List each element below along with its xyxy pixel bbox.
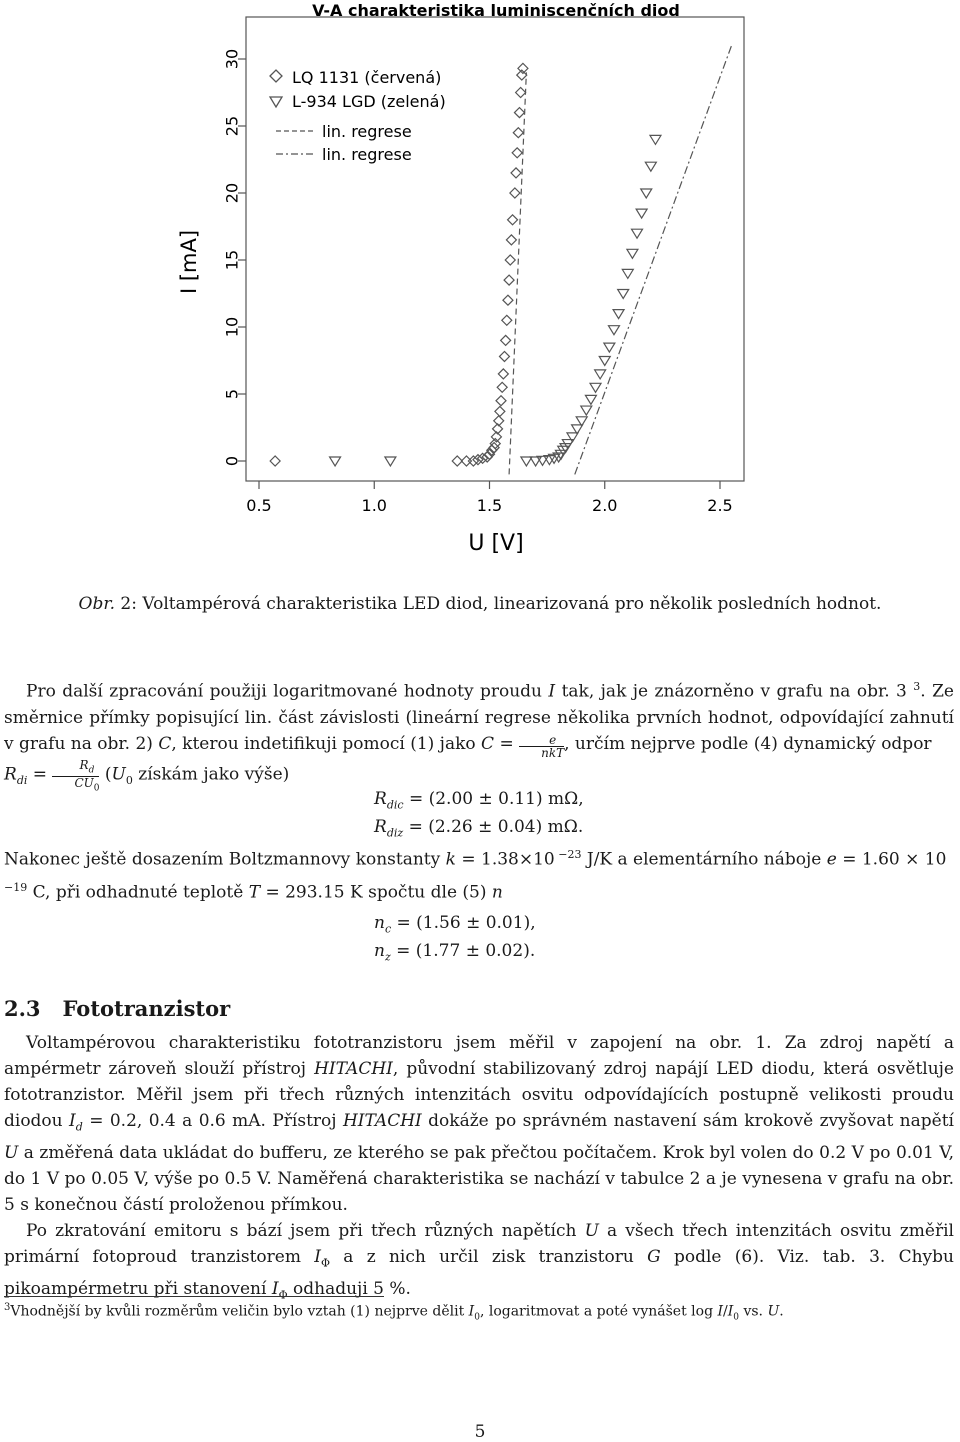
text: Pro další zpracování použiji logaritmované hodnoty proudu [26,681,549,702]
y-tick-label: 20 [222,182,242,204]
variable: R [374,789,387,809]
diamond-point [504,275,514,285]
paragraph-boltzmann [4,842,954,905]
subscript: diz [386,826,404,840]
variable: G [647,1247,661,1267]
variable: n [374,913,385,933]
subscript: 0 [733,1312,739,1323]
text: , logaritmovat a poté vynášet log [479,1303,718,1320]
variable: n [491,882,503,903]
text: a všech třech intenzitách osvitu změřil primární fotoproud tranzistorem [4,1221,954,1267]
text: a změřená data ukládat do bufferu, ze kterého se pak přečtou počítačem. Krok byl volen do 0.2 V po 0.01 V, do 1 V po 0.05 V, výše po 0.5 V. Naměřená charakteristika se nachází v tabulce 2 a je vynesena v grafu na obr. 5 s konečnou částí proloženou přímkou. [4,1143,954,1216]
diamond-point [503,295,513,305]
equation-line [374,788,584,816]
text: = (1.56 ± 0.01), [391,913,536,933]
text: / [723,1303,728,1320]
paragraph-log-regression [4,674,954,794]
text: dokáže po správném nastavení sám krokově zvyšovat napětí [421,1111,954,1131]
legend-diamond-marker [270,70,282,82]
diamond-point [502,315,512,325]
diamond-point [496,396,506,406]
subscript: dic [386,798,404,812]
vi-characteristic-chart [0,0,960,570]
y-tick-label: 25 [222,115,242,137]
text: = [27,764,53,785]
variable: I [717,1303,724,1320]
exponent: −23 [554,848,582,861]
device-name: HITACHI [314,1059,393,1079]
variable: I [727,1303,734,1320]
triangle-point [613,310,624,319]
figure-caption [0,594,960,614]
fraction-e-nkt [519,734,564,759]
triangle-point [599,357,610,366]
text: Nakonec ještě dosazením Boltzmannovy konstanty [4,849,446,870]
x-tick-label: 0.5 [246,496,272,515]
footnote [4,1302,784,1322]
text: ( [99,764,112,785]
triangle-point [385,457,396,466]
variable: R [374,817,387,838]
text: , původní stabilizovaný zdroj napájí LED diodu, která osvětluje fototranzistor. Měřil jsem při třech různých intenzitách osvitu odpovídajících postupně velikosti proudu diodou [4,1059,954,1131]
variable: T [248,882,261,903]
diamond-point [501,335,511,345]
triangle-point [622,269,633,278]
section-number: 2.3 [4,996,41,1021]
triangle-point [581,406,592,415]
triangle-point [632,229,643,238]
diamond-point [495,406,505,416]
variable: I [314,1247,321,1267]
text: , kterou indetifikuji pomocí (1) jako [171,733,482,754]
text: a z nich určil zisk tranzistoru [330,1247,648,1267]
diamond-point [506,235,516,245]
diamond-point [498,369,508,379]
subscript: d [88,765,95,776]
text: podle (6). Viz. tab. 3. Chybu pikoampérmetru při stanovení [4,1247,954,1300]
diamond-point [473,455,483,465]
triangle-point [636,209,647,218]
triangle-point [608,326,619,335]
variable: R [4,764,17,785]
text: získám jako výše) [132,764,290,785]
text: = 1.60 × 10 [836,849,947,870]
text: = (2.00 ± 0.11) mΩ, [403,789,584,809]
triangle-point [627,249,638,258]
y-tick-label: 15 [222,249,242,271]
diamond-point [270,456,280,466]
diamond-point [513,128,523,138]
footnote-ref: 3 [913,680,921,693]
diamond-point [508,215,518,225]
legend-label: LQ 1131 (červená) [292,68,442,87]
variable: C [481,733,495,754]
diamond-point [510,188,520,198]
triangle-point [618,290,629,299]
x-tick-label: 1.5 [476,496,503,515]
variable: U [584,1221,599,1241]
diamond-point [497,382,507,392]
y-axis [223,49,247,466]
variable: e [826,849,837,870]
footnote-rule [4,1296,384,1297]
text: = 293.15 K spočtu dle (5) [260,882,492,903]
diamond-point [499,351,509,361]
subscript: 0 [474,1312,480,1323]
text: = [494,733,520,754]
triangle-point [650,135,661,144]
variable: U [4,1143,19,1164]
legend [270,68,446,164]
triangle-point [585,395,596,404]
text: , určím nejprve podle (4) dynamický odpor [564,733,932,754]
device-name: HITACHI [342,1111,422,1131]
variable: k [445,849,456,870]
text: = 1.38×10 [455,849,555,870]
text: Voltampérovou charakteristiku fototranzistoru jsem měřil v zapojení na obr. 1. Za zdroj napětí a ampérmetr zároveň slouží přístroj [4,1033,954,1079]
caption-label: Obr. [78,594,116,614]
text: C, při odhadnuté teplotě [27,882,249,903]
equation-line [374,912,536,940]
y-tick-label: 10 [222,316,242,338]
text: = (1.77 ± 0.02). [390,941,536,962]
subscript: di [16,773,28,787]
page-number: 5 [474,1422,486,1442]
subscript: z [384,950,391,964]
text: Vhodnější by kvůli rozměrům veličin bylo vztah (1) nejprve dělit [10,1303,469,1320]
footnote-mark: 3 [4,1302,11,1313]
text: Po zkratování emitoru s bází jsem při třech různých napětích [26,1221,585,1241]
variable: I [271,1279,279,1300]
subscript: Φ [320,1256,331,1270]
triangle-point [595,370,606,379]
x-tick-label: 1.0 [361,496,387,515]
triangle-point [590,383,601,392]
triangle-point [645,162,656,171]
subscript: 0 [125,773,133,787]
subscript: d [75,1120,83,1134]
triangle-point [330,457,341,466]
diamond-point [478,453,488,463]
text: . [779,1303,784,1320]
diamond-point [505,255,515,265]
y-tick-label: 30 [222,48,242,70]
diamond-point [516,88,526,98]
numerator: e [549,732,557,747]
chart-title: V-A charakteristika luminiscenčních diod [312,1,680,20]
variable: I [69,1111,76,1131]
y-tick-label: 0 [222,455,242,467]
fraction-rd-cu0 [52,759,99,795]
text: J/K a elementárního náboje [581,849,827,870]
diamond-point [468,456,478,466]
diamond-point [511,168,521,178]
legend-label: lin. regrese [322,122,412,141]
text: tak, jak je znázorněno v grafu na obr. 3 [555,681,914,702]
legend-label: lin. regrese [322,145,412,164]
numerator: R [79,757,89,772]
equation-line [374,816,584,844]
variable: I [468,1303,475,1320]
equation-line [374,940,536,968]
subscript: Φ [278,1288,288,1302]
text: vs. [739,1303,768,1320]
legend-label: L-934 LGD (zelená) [292,92,446,111]
y-tick-label: 5 [222,388,242,400]
regression-lines [509,46,731,475]
variable: U [767,1303,780,1320]
subscript: c [384,922,392,936]
section-title: Fototranzistor [62,996,231,1021]
variable: I [548,681,556,702]
denominator: nkT [541,745,565,760]
exponent: −19 [4,880,28,894]
regression-line [575,46,732,475]
denominator: CU [74,776,94,791]
y-axis-label: I [mA] [177,229,201,295]
x-axis [246,481,732,515]
subscript: 0 [93,783,100,794]
x-tick-label: 2.5 [707,496,733,515]
section-heading [4,996,230,1021]
text: = 0.2, 0.4 a 0.6 mA. Přístroj [82,1111,343,1131]
variable: C [158,733,172,754]
diamond-point [514,108,524,118]
triangle-point [604,343,615,352]
paragraph-phototransistor [4,1030,954,1218]
caption-text: 2: Voltampérová charakteristika LED diod, linearizovaná pro několik posledních hodnot. [115,594,882,614]
text: . Ze směrnice přímky popisující lin. část závislosti (lineární regrese několika prvních hodnot, odpovídající zahnutí v grafu na obr. 2) [4,681,954,754]
legend-triangle-marker [270,97,282,107]
x-axis-label: U [V] [468,531,524,556]
equation-rdi [374,788,584,845]
text: = (2.26 ± 0.04) mΩ. [403,817,584,838]
x-tick-label: 2.0 [592,496,618,515]
variable: n [374,941,385,962]
triangle-point [641,189,652,198]
diamond-point [512,148,522,158]
variable: U [111,764,126,785]
equation-n [374,912,536,969]
text: odhaduji 5 %. [287,1279,411,1300]
